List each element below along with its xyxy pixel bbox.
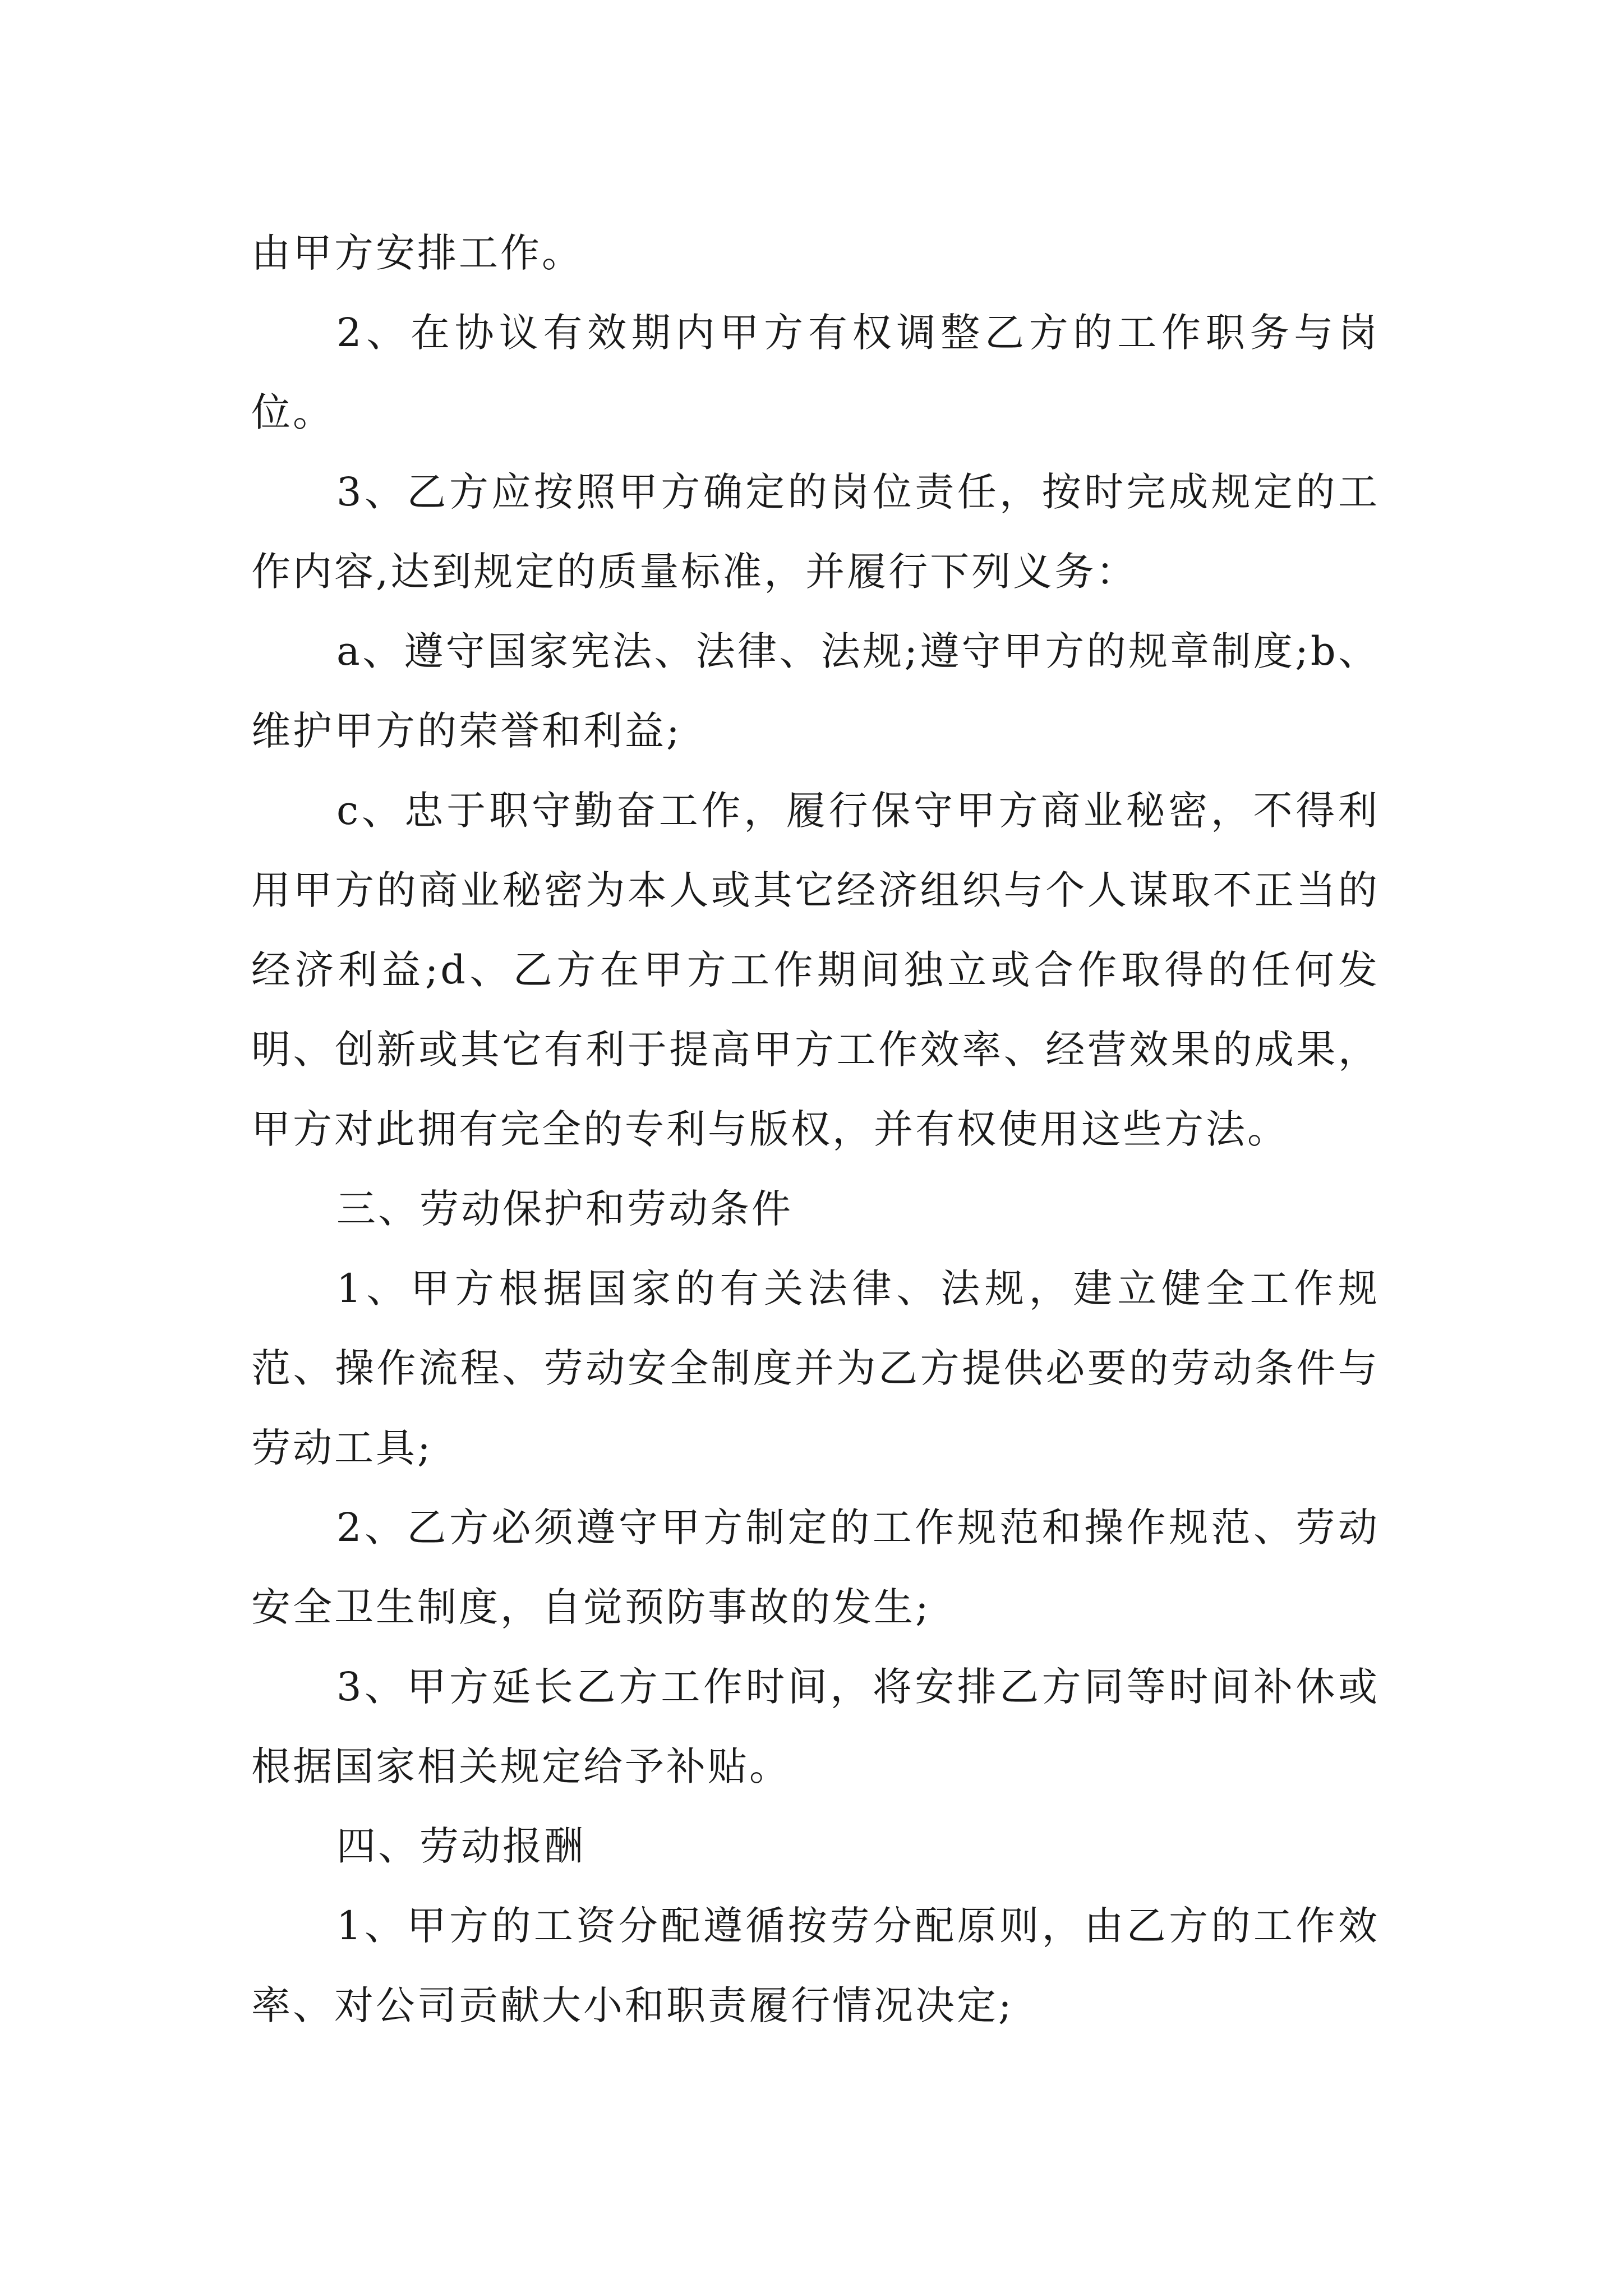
paragraph-labor-2: 2、乙方必须遵守甲方制定的工作规范和操作规范、劳动安全卫生制度，自觉预防事故的发生; — [251, 1504, 1380, 1630]
paragraph-sub-a-b: a、遵守国家宪法、法律、法规;遵守甲方的规章制度;b、维护甲方的荣誉和利益; — [251, 628, 1380, 754]
document-body — [251, 213, 1380, 2045]
paragraph-labor-1: 1、甲方根据国家的有关法律、法规，建立健全工作规范、操作流程、劳动安全制度并为乙方提供必要的劳动条件与劳动工具; — [251, 1266, 1380, 1471]
paragraph-continuation: 由甲方安排工作。 — [251, 230, 583, 276]
paragraph-sub-c-d: c、忠于职守勤奋工作，履行保守甲方商业秘密，不得利用甲方的商业秘密为本人或其它经济组织与个人谋取不正当的经济利益;d、乙方在甲方工作期间独立或合作取得的任何发明、创新或其它有利于提高甲方工作效率、经营效果的成果，甲方对此拥有完全的专利与版权，并有权使用这些方法。 — [251, 788, 1380, 1152]
section-heading-labor-protection: 三、劳动保护和劳动条件 — [336, 1186, 793, 1232]
paragraph-item-3: 3、乙方应按照甲方确定的岗位责任，按时完成规定的工作内容,达到规定的质量标准，并履行下列义务： — [251, 469, 1380, 595]
paragraph-labor-3: 3、甲方延长乙方工作时间，将安排乙方同等时间补休或根据国家相关规定给予补贴。 — [251, 1664, 1380, 1789]
paragraph-remuneration-1: 1、甲方的工资分配遵循按劳分配原则，由乙方的工作效率、对公司贡献大小和职责履行情况决定; — [251, 1903, 1380, 2028]
paragraph-item-2: 2、在协议有效期内甲方有权调整乙方的工作职务与岗位。 — [251, 310, 1380, 435]
section-heading-remuneration: 四、劳动报酬 — [336, 1823, 585, 1869]
